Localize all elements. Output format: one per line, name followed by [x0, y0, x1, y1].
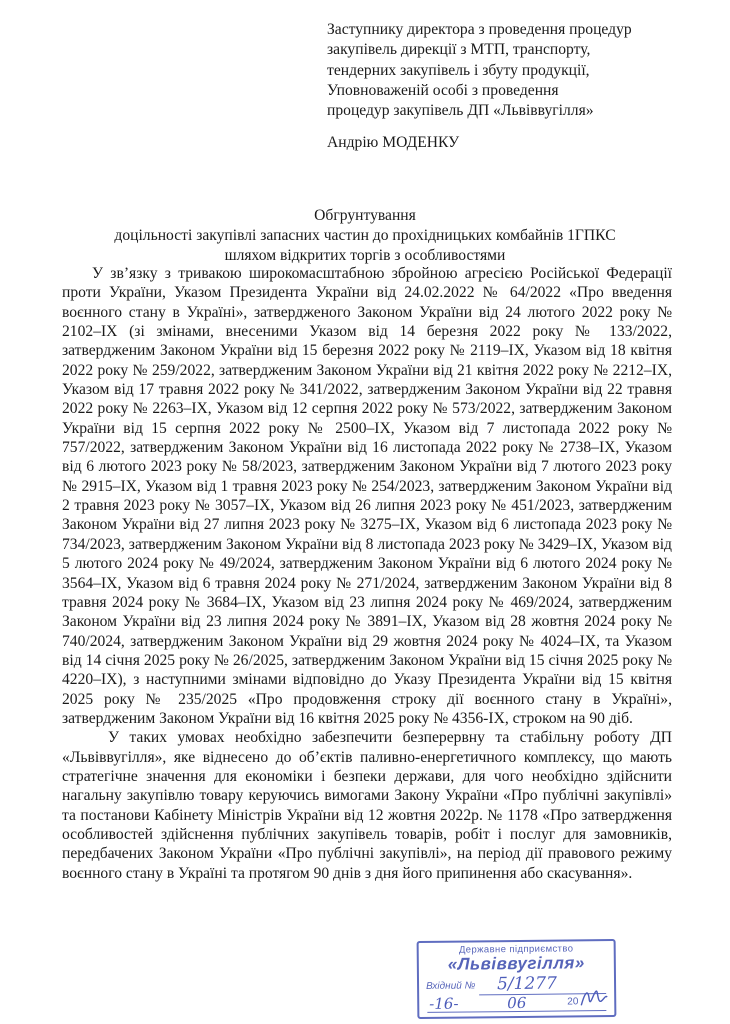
signature-icon — [579, 985, 609, 1011]
addressee-name: Андрію МОДЕНКУ — [327, 134, 460, 152]
addressee-line: Заступнику директора з проведення процедур — [327, 21, 632, 38]
stamp-incoming-label: Вхідний № — [426, 980, 476, 992]
stamp-incoming-number: 5/1277 — [496, 973, 557, 995]
stamp-day: -16- — [429, 994, 459, 1013]
body-paragraph-1: У зв’язку з тривакою широкомасштабною збройною агресією Російської Федерації проти України, Указом Президента України від 24.02.2022 № 64/2022 «Про введення воєнного стану в Україні», затвердженого Законом України від 24 лютого 2022 року № 2102–IX (зі змінами, внесеними Указом від 14 березня 2022 року № 133/2022, затвердженим Законом України від 15 березня 2022 року № 2119–IX, Указом від 18 квітня 2022 року № 259/2022, затвердженим Законом України від 21 квітня 2022 року № 2212–IX, Указом від 17 травня 2022 року № 341/2022, затвердженим Законом України від 22 травня 2022 року № 2263–IX, Указом від 12 серпня 2022 року № 573/2022, затвердженим Законом України від 15 серпня 2022 року № 2500–IX, Указом від 7 листопада 2022 року № 757/2022, затвердженим Законом України від 16 листопада 2022 року № 2738–IX, Указом від 6 лютого 2023 року № 58/2023, затвердженим Законом України від 7 лютого 2023 року № 2915–IX, Указом від 1 травня 2023 року № 254/2023, затвердженим Законом України від 2 травня 2023 року № 3057–IX, Указом від 26 липня 2023 року № 451/2023, затвердженим Законом України від 27 липня 2023 року № 3275–IX, Указом від 6 листопада 2023 року № 734/2023, затвердженим Законом України від 8 листопада 2023 року № 3429–IX, Указом від 5 лютого 2024 року № 49/2024, затвердженим Законом України від 6 лютого 2024 року № 3564–IX, Указом від 6 травня 2024 року № 271/2024, затвердженим Законом України від 8 травня 2024 року № 3684–IX, Указом від 23 липня 2024 року № 469/2024, затвердженим Законом України від 23 липня 2024 року № 3891–IX, Указом від 28 жовтня 2024 року № 740/2024, затвердженим Законом України від 29 жовтня 2024 року № 4024–IX, та Указом від 14 січня 2025 року № 26/2025, затвердженим Законом України від 15 січня 2025 року № 4220–IX), з наступними змінами відповідно до Указу Президента України від 15 квітня 2025 року № 235/2025 «Про продовження строку дії воєнного стану в Україні», затвердженим Законом України від 16 квітня 2025 року № 4356-IX, строком на 90 діб. — [62, 265, 672, 727]
stamp-org-name: «Львіввугілля» — [447, 953, 585, 974]
addressee-line: Уповноваженій особі з проведення — [327, 81, 559, 99]
addressee-block — [327, 20, 722, 154]
addressee-line: тендерних закупівель і збуту продукції, — [327, 61, 590, 79]
title-line-2: доцільності закупівлі запасних частин до прохідницьких комбайнів 1ГПКС — [114, 227, 616, 244]
document-body — [62, 264, 672, 883]
addressee-line: закупівель дирекції з МТП, транспорту, — [327, 41, 591, 59]
title-line-1: Обгрунтування — [314, 207, 416, 224]
stamp-org-top: Державне підприємство — [458, 943, 574, 956]
body-paragraph-2: У таких умовах необхідно забезпечити безперервну та стабільну роботу ДП «Львіввугілля», яке віднесено до об’єктів паливно-енергетичного комплексу, що мають стратегічне значення для економіки і безпеки держави, для чого необхідно здійснити нагальну закупівлю товару керуючись вимогами Закону України «Про публічні закупівлі» та постанови Кабінету Міністрів України від 12 жовтня 2022р. № 1178 «Про затвердження особливостей здійснення публічних закупівель товарів, робіт і послуг для замовників, передбачених Законом України «Про публічні закупівлі», на період дії правового режиму воєнного стану в Україні та протягом 90 днів з дня його припинення або скасування». — [62, 729, 672, 882]
stamp-month: 06 — [507, 993, 527, 1013]
addressee-line: процедур закупівель ДП «Львіввугілля» — [327, 102, 594, 120]
document-title — [30, 206, 700, 266]
stamp-year: 20 — [567, 996, 579, 1008]
title-line-3: шляхом відкритих торгів з особливостями — [224, 247, 506, 264]
incoming-registration-stamp — [417, 939, 617, 1019]
